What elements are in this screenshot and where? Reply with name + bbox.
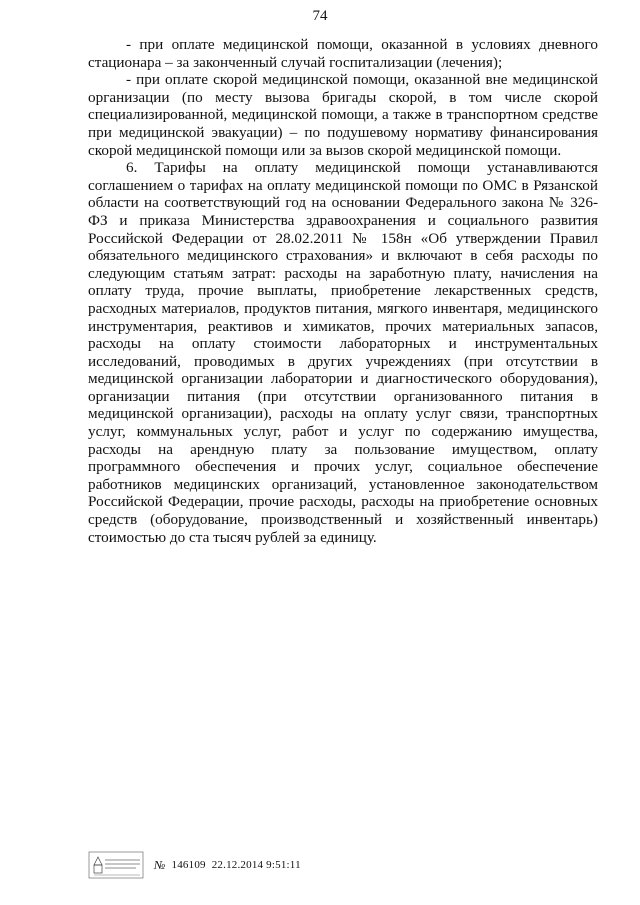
paragraph-tariffs: 6. Тарифы на оплату медицинской помощи устанавливаются соглашением о тарифах на оплату медицинской помощи по ОМС в Рязанской области на соответствующий год на основании Федерального закона № 326-ФЗ и приказа Министерства здравоохранения и социального развития Российской Федерации от 28.02.2011 № 158н «Об утверждении Правил обязательного медицинского страхования» и включают в себя расходы по следующим статьям затрат: расходы на заработную плату, начисления на оплату труда, прочие выплаты, приобретение лекарственных средств, расходных материалов, продуктов питания, мягкого инвентаря, медицинского инструментария, реактивов и химикатов, прочих материальных запасов, расходы на оплату стоимости лабораторных и инструментальных исследований, проводимых в других учреждениях (при отсутствии в медицинской организации лаборатории и диагностического оборудования), организации питания (при отсутствии организованного питания в медицинской организации), расходы на оплату услуг связи, транспортных услуг, коммунальных услуг, работ и услуг по содержанию имущества, расходы на арендную плату за пользование имуществом, оплату программного обеспечения и прочих услуг, социальное обеспечение работников медицинских организаций, установленное законодательством Российской Федерации, прочие расходы, расходы на приобретение основных средств (оборудование, производственный и хозяйственный инвентарь) стоимостью до ста тысяч рублей за единицу. (88, 159, 598, 546)
page-number: 74 (312, 8, 328, 24)
paragraph-emergency-care: - при оплате скорой медицинской помощи, оказанной вне медицинской организации (по месту вызова бригады скорой, в том числе скорой специализированной, медицинской помощи, а также в транспортном средстве при медицинской эвакуации) – по подушевому нормативу финансирования скорой медицинской помощи или за вызов скорой медицинской помощи. (88, 71, 598, 159)
document-footer (88, 850, 301, 880)
document-datetime: 22.12.2014 9:51:11 (211, 859, 301, 871)
document-registration-info (154, 858, 301, 873)
paragraph-day-hospital: - при оплате медицинской помощи, оказанной в условиях дневного стационара – за законченный случай госпитализации (лечения); (88, 36, 598, 71)
government-logo-icon (88, 851, 144, 879)
document-number-symbol: № (154, 857, 166, 872)
document-body (88, 36, 598, 546)
document-number: 146109 (171, 859, 206, 871)
